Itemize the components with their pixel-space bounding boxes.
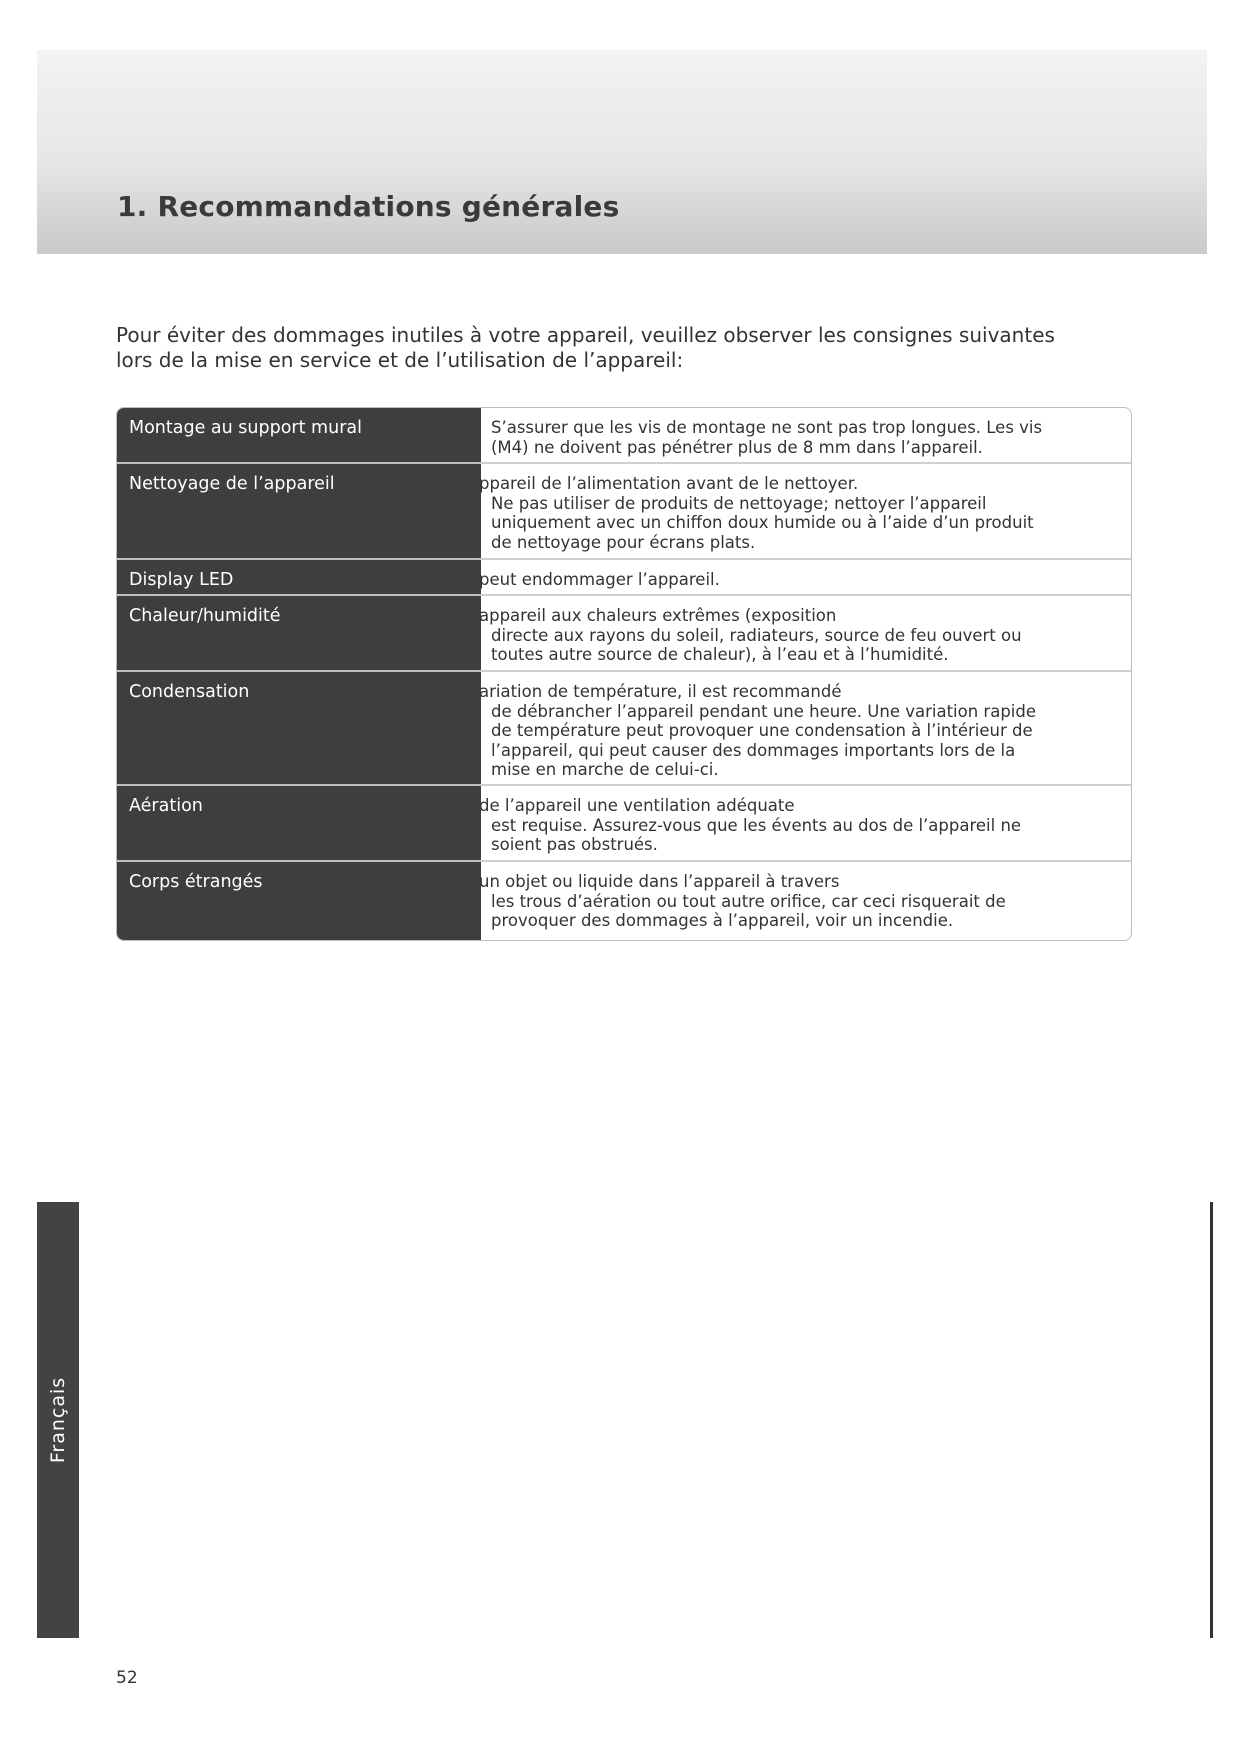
intro-paragraph xyxy=(116,323,1126,373)
table-row xyxy=(117,786,1131,860)
row-description xyxy=(479,606,1132,665)
desc-line: Ne pas utiliser de produits de nettoyage; nettoyer l’appareil xyxy=(491,493,987,513)
row-label: Display LED xyxy=(129,570,234,590)
desc-line: un objet ou liquide dans l’appareil à travers xyxy=(479,872,840,891)
desc-line: soient pas obstrués. xyxy=(491,835,658,854)
row-label: Montage au support mural xyxy=(129,418,362,438)
desc-line: peut endommager l’appareil. xyxy=(479,570,720,589)
row-description xyxy=(479,682,1132,780)
table-row xyxy=(117,464,1131,558)
desc-line: mise en marche de celui-ci. xyxy=(491,760,719,779)
row-label: Chaleur/humidité xyxy=(129,606,281,626)
row-label: Nettoyage de l’appareil xyxy=(129,474,335,494)
desc-line: S’assurer que les vis de montage ne sont pas trop longues. Les vis xyxy=(491,418,1043,437)
desc-line: de débrancher l’appareil pendant une heure. Une variation rapide xyxy=(491,701,1037,721)
desc-line: directe aux rayons du soleil, radiateurs, source de feu ouvert ou xyxy=(491,625,1022,645)
desc-line: (M4) ne doivent pas pénétrer plus de 8 mm dans l’appareil. xyxy=(491,437,983,457)
language-label: Français xyxy=(47,1376,69,1464)
right-margin-rule xyxy=(1210,1202,1213,1638)
desc-line: de l’appareil une ventilation adéquate xyxy=(479,796,795,815)
desc-line: ppareil de l’alimentation avant de le nettoyer. xyxy=(479,474,859,493)
desc-line: appareil aux chaleurs extrêmes (exposition xyxy=(479,606,837,625)
table-row xyxy=(117,408,1131,462)
row-description xyxy=(479,570,1132,590)
desc-line: uniquement avec un chiffon doux humide ou à l’aide d’un produit xyxy=(491,513,1034,532)
desc-line: l’appareil, qui peut causer des dommages importants lors de la xyxy=(491,740,1016,760)
intro-line-2: lors de la mise en service et de l’utilisation de l’appareil: xyxy=(116,348,684,372)
desc-line: les trous d’aération ou tout autre orifice, car ceci risquerait de xyxy=(491,891,1006,911)
row-label: Condensation xyxy=(129,682,250,702)
table-row xyxy=(117,596,1131,670)
desc-line: ariation de température, il est recommandé xyxy=(479,682,842,701)
row-label: Aération xyxy=(129,796,203,816)
desc-line: de température peut provoquer une condensation à l’intérieur de xyxy=(491,721,1033,740)
table-row xyxy=(117,672,1131,784)
recommendations-table xyxy=(116,407,1132,941)
row-description xyxy=(479,474,1132,552)
header-band xyxy=(37,50,1207,254)
table-row xyxy=(117,862,1131,940)
section-title: 1. Recommandations générales xyxy=(117,190,620,223)
desc-line: est requise. Assurez-vous que les évents au dos de l’appareil ne xyxy=(491,815,1022,835)
row-description xyxy=(479,872,1132,931)
row-description xyxy=(479,796,1132,855)
desc-line: toutes autre source de chaleur), à l’eau et à l’humidité. xyxy=(491,645,949,664)
row-description xyxy=(491,418,1132,457)
table-row xyxy=(117,560,1131,594)
desc-line: de nettoyage pour écrans plats. xyxy=(491,532,756,552)
intro-line-1: Pour éviter des dommages inutiles à votre appareil, veuillez observer les consignes suivantes xyxy=(116,323,1055,347)
row-label: Corps étrangés xyxy=(129,872,263,892)
page-number: 52 xyxy=(116,1668,138,1688)
desc-line: provoquer des dommages à l’appareil, voir un incendie. xyxy=(491,911,954,930)
